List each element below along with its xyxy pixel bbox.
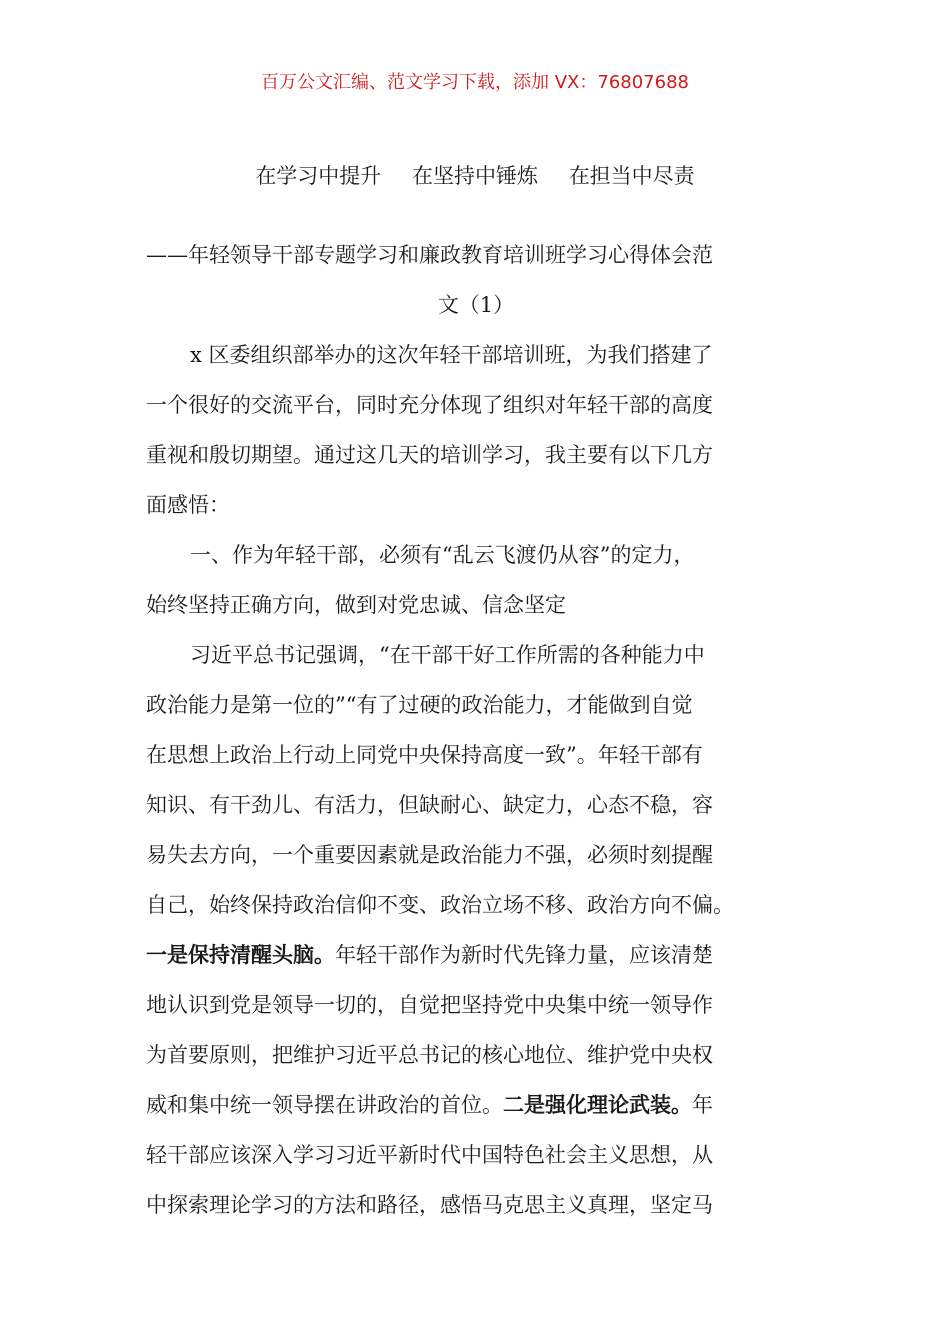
body-line: 面感悟： (146, 493, 230, 517)
body-line: 地认识到党是领导一切的，自觉把坚持党中央集中统一领导作 (146, 993, 713, 1017)
body-text (146, 330, 816, 1230)
body-line: 一个很好的交流平台，同时充分体现了组织对年轻干部的高度 (146, 393, 713, 417)
body-line: 习近平总书记强调，“在干部干好工作所需的各种能力中 (190, 643, 705, 667)
body-line: 自己，始终保持政治信仰不变、政治立场不移、政治方向不偏。 (146, 893, 734, 917)
document-subtitle (146, 230, 806, 330)
body-line: 重视和殷切期望。通过这几天的培训学习，我主要有以下几方 (146, 443, 713, 467)
body-text-span: 威和集中统一领导摆在讲政治的首位。 (146, 1093, 503, 1117)
body-line: x 区委组织部举办的这次年轻干部培训班，为我们搭建了 (190, 343, 713, 367)
point-heading-2: 二是强化理论武装。 (503, 1092, 692, 1117)
body-line: 中探索理论学习的方法和路径，感悟马克思主义真理，坚定马 (146, 1193, 713, 1217)
body-line: 政治能力是第一位的”“有了过硬的政治能力，才能做到自觉 (146, 693, 693, 717)
title-segment-1: 在学习中提升 (255, 164, 382, 188)
title-segment-2: 在坚持中锤炼 (412, 164, 538, 188)
title-segment-3: 在担当中尽责 (568, 164, 695, 188)
body-line: 为首要原则，把维护习近平总书记的核心地位、维护党中央权 (146, 1043, 713, 1067)
header-banner: 百万公文汇编、范文学习下载，添加 VX：76807688 (261, 72, 689, 93)
section-heading-line: 一、作为年轻干部，必须有“乱云飞渡仍从容”的定力， (190, 543, 695, 567)
body-text-span: 年轻干部作为新时代先锋力量，应该清楚 (335, 943, 713, 967)
body-line: 知识、有干劲儿、有活力，但缺耐心、缺定力，心态不稳，容 (146, 793, 713, 817)
document-title (0, 160, 950, 190)
point-heading-1: 一是保持清醒头脑。 (146, 942, 335, 967)
body-line (146, 930, 816, 980)
subtitle-line-2: 文（1） (437, 293, 515, 317)
subtitle-line-1: ——年轻领导干部专题学习和廉政教育培训班学习心得体会范 (146, 243, 713, 267)
body-line: 在思想上政治上行动上同党中央保持高度一致”。年轻干部有 (146, 743, 703, 767)
body-text-span: 年 (692, 1093, 713, 1117)
body-line: 易失去方向，一个重要因素就是政治能力不强，必须时刻提醒 (146, 843, 713, 867)
body-line: 轻干部应该深入学习习近平新时代中国特色社会主义思想，从 (146, 1143, 713, 1167)
body-line (146, 1080, 816, 1130)
section-heading-line: 始终坚持正确方向，做到对党忠诚、信念坚定 (146, 593, 566, 617)
